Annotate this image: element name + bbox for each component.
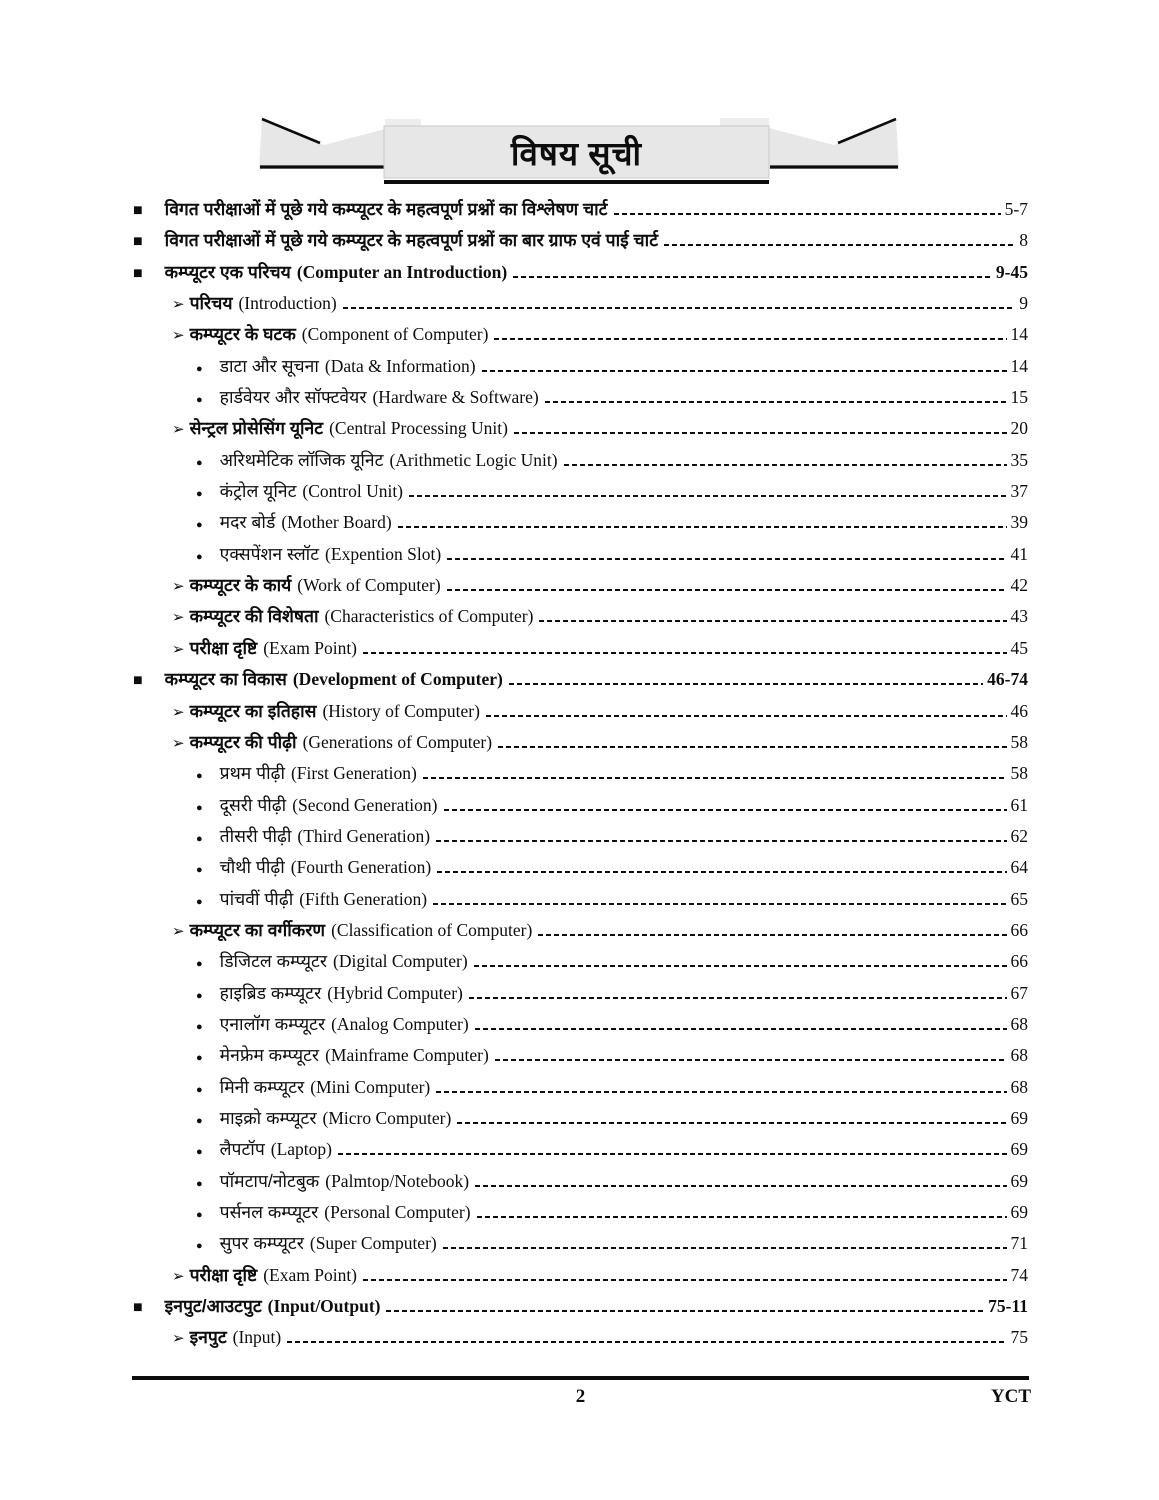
arrow-bullet-icon: ➢ xyxy=(172,609,185,627)
toc-entry-title-english: (First Generation) xyxy=(290,763,417,784)
dot-bullet-icon: ● xyxy=(196,1052,203,1065)
square-bullet-icon: ■ xyxy=(133,202,143,219)
toc-entry-page-number: 45 xyxy=(1010,637,1028,658)
toc-entry-title-hindi: इनपुट/आउटपुट xyxy=(164,1296,262,1317)
toc-entry-title-english: (Super Computer) xyxy=(309,1233,437,1254)
toc-entry-title-english: (Mini Computer) xyxy=(310,1076,431,1097)
dot-leader xyxy=(423,777,1007,779)
toc-entry-title-hindi: लैपटॉप xyxy=(219,1139,265,1160)
toc-entry-page-number: 58 xyxy=(1010,731,1028,752)
toc-row xyxy=(133,260,1028,291)
toc-row xyxy=(133,322,1028,353)
toc-entry-page-number: 8 xyxy=(1019,230,1028,251)
dot-leader xyxy=(494,338,1006,340)
toc-row xyxy=(133,354,1028,385)
toc-list xyxy=(133,197,1028,1357)
toc-row xyxy=(133,887,1028,918)
dot-bullet-icon: ● xyxy=(196,1209,203,1221)
toc-entry-title-english: (Third Generation) xyxy=(297,825,431,846)
dot-leader xyxy=(614,213,1001,215)
dot-bullet-icon: ● xyxy=(196,1083,203,1096)
toc-entry-page-number: 15 xyxy=(1010,387,1028,408)
toc-entry-title-english: (Introduction) xyxy=(238,293,337,314)
toc-entry-page-number: 74 xyxy=(1010,1264,1028,1285)
square-bullet-icon: ■ xyxy=(133,1299,143,1317)
toc-row xyxy=(133,197,1028,228)
dot-leader xyxy=(436,840,1006,842)
dot-bullet-icon: ● xyxy=(196,1020,203,1033)
toc-entry-title-english: (Fifth Generation) xyxy=(299,888,428,909)
footer-brand: YCT xyxy=(990,1386,1031,1407)
dot-leader xyxy=(363,652,1006,654)
toc-row xyxy=(133,416,1028,447)
dot-leader xyxy=(495,1059,1007,1061)
arrow-bullet-icon: ➢ xyxy=(172,922,185,940)
toc-entry-page-number: 62 xyxy=(1010,825,1028,846)
toc-entry-page-number: 64 xyxy=(1010,857,1028,878)
arrow-bullet-icon: ➢ xyxy=(172,1330,185,1348)
toc-entry-page-number: 9-45 xyxy=(995,261,1028,282)
dot-bullet-icon: ● xyxy=(196,895,203,908)
dot-leader xyxy=(409,495,1006,497)
toc-entry-title-hindi: कम्प्यूटर की पीढ़ी xyxy=(189,731,297,752)
toc-row xyxy=(133,1200,1028,1231)
toc-entry-title-english: (Digital Computer) xyxy=(333,951,468,972)
toc-row xyxy=(133,1012,1028,1043)
toc-entry-title-hindi: पॉमटाप/नोटबुक xyxy=(219,1170,320,1191)
toc-row xyxy=(133,667,1028,698)
toc-entry-page-number: 71 xyxy=(1010,1233,1028,1254)
dot-leader xyxy=(475,1185,1006,1187)
toc-entry-title-hindi: विगत परीक्षाओं में पूछे गये कम्प्यूटर के महत्वपूर्ण प्रश्नों का विश्लेषण चार्ट xyxy=(164,199,608,219)
toc-entry-title-hindi: मदर बोर्ड xyxy=(219,512,276,533)
dot-bullet-icon: ● xyxy=(196,1146,203,1159)
dot-bullet-icon: ● xyxy=(196,958,203,971)
dot-leader xyxy=(469,997,1007,999)
toc-row xyxy=(133,981,1028,1012)
dot-leader xyxy=(482,370,1007,372)
toc-entry-title-english: (Laptop) xyxy=(270,1139,332,1160)
toc-entry-title-hindi: माइक्रो कम्प्यूटर xyxy=(219,1107,317,1128)
dot-leader xyxy=(538,934,1006,936)
toc-entry-page-number: 46-74 xyxy=(987,669,1028,690)
toc-entry-title-english: (Characteristics of Computer) xyxy=(324,606,534,627)
toc-row xyxy=(133,1106,1028,1137)
dot-leader xyxy=(486,715,1007,717)
toc-row xyxy=(133,793,1028,824)
toc-entry-title-hindi: मिनी कम्प्यूटर xyxy=(219,1076,305,1097)
dot-bullet-icon: ● xyxy=(196,488,203,501)
dot-leader xyxy=(398,526,1007,528)
toc-row xyxy=(133,479,1028,510)
toc-row xyxy=(133,573,1028,604)
toc-row xyxy=(133,949,1028,980)
toc-entry-title-hindi: पांचवीं पीढ़ी xyxy=(219,888,294,909)
toc-entry-title-english: (Generations of Computer) xyxy=(302,731,493,752)
toc-entry-title-english: (History of Computer) xyxy=(322,700,480,721)
dot-leader xyxy=(338,1153,1007,1155)
dot-leader xyxy=(444,809,1007,811)
dot-leader xyxy=(539,620,1006,622)
toc-row xyxy=(133,636,1028,667)
toc-entry-title-english: (Expention Slot) xyxy=(325,543,442,564)
toc-entry-title-english: (Central Processing Unit) xyxy=(329,418,508,439)
toc-entry-page-number: 46 xyxy=(1010,700,1028,721)
toc-entry-page-number: 66 xyxy=(1010,919,1028,940)
toc-row xyxy=(133,385,1028,416)
square-bullet-icon: ■ xyxy=(133,672,143,690)
toc-entry-title-hindi: सेन्ट्रल प्रोसेसिंग यूनिट xyxy=(189,418,324,439)
toc-entry-page-number: 39 xyxy=(1010,512,1028,533)
page-title: विषय सूची xyxy=(510,136,643,173)
toc-row xyxy=(133,1169,1028,1200)
dot-bullet-icon: ● xyxy=(196,456,203,469)
toc-entry-page-number: 68 xyxy=(1010,1013,1028,1034)
dot-bullet-icon: ● xyxy=(196,989,203,1002)
toc-entry-title-english: (Computer an Introduction) xyxy=(296,261,508,282)
toc-entry-title-hindi: कम्प्यूटर एक परिचय xyxy=(164,261,291,282)
toc-entry-title-english: (Mainframe Computer) xyxy=(325,1045,489,1066)
arrow-bullet-icon: ➢ xyxy=(172,296,185,314)
dot-leader xyxy=(545,401,1007,403)
toc-entry-title-hindi: परीक्षा दृष्टि xyxy=(189,637,258,658)
toc-entry-title-hindi: पर्सनल कम्प्यूटर xyxy=(219,1202,319,1222)
toc-entry-title-english: (Arithmetic Logic Unit) xyxy=(389,449,558,470)
toc-entry-title-hindi: चौथी पीढ़ी xyxy=(219,857,285,878)
toc-entry-title-english: (Hardware & Software) xyxy=(372,387,539,408)
dot-bullet-icon: ● xyxy=(196,770,203,783)
toc-entry-page-number: 69 xyxy=(1010,1107,1028,1128)
toc-entry-title-hindi: कम्प्यूटर के कार्य xyxy=(189,575,292,596)
toc-entry-page-number: 69 xyxy=(1010,1202,1028,1222)
toc-entry-page-number: 58 xyxy=(1010,763,1028,784)
toc-entry-page-number: 35 xyxy=(1010,449,1028,470)
toc-entry-title-hindi: इनपुट xyxy=(189,1327,227,1348)
dot-bullet-icon: ● xyxy=(196,362,203,375)
toc-entry-title-hindi: प्रथम पीढ़ी xyxy=(219,763,285,784)
footer-page-number: 2 xyxy=(575,1386,586,1407)
toc-entry-title-hindi: विगत परीक्षाओं में पूछे गये कम्प्यूटर के महत्वपूर्ण प्रश्नों का बार ग्राफ एवं पाई चार्ट xyxy=(164,230,659,251)
dot-leader xyxy=(513,276,992,278)
toc-entry-page-number: 9 xyxy=(1019,293,1028,314)
dot-leader xyxy=(447,558,1006,560)
toc-entry-title-hindi: एक्सपेंशन स्लॉट xyxy=(219,543,320,564)
dot-leader xyxy=(437,871,1006,873)
dot-bullet-icon: ● xyxy=(196,519,203,532)
toc-row xyxy=(133,855,1028,886)
toc-entry-title-english: (Mother Board) xyxy=(281,512,392,533)
toc-entry-title-hindi: कम्प्यूटर का इतिहास xyxy=(189,700,317,721)
toc-entry-page-number: 37 xyxy=(1010,481,1028,502)
toc-entry-title-hindi: कम्प्यूटर की विशेषता xyxy=(189,606,319,627)
dot-leader xyxy=(363,1279,1006,1281)
toc-row xyxy=(133,228,1028,259)
dot-leader xyxy=(457,1122,1006,1124)
arrow-bullet-icon: ➢ xyxy=(172,578,185,596)
dot-bullet-icon: ● xyxy=(196,394,203,407)
toc-entry-title-english: (Micro Computer) xyxy=(322,1107,452,1128)
footer-divider xyxy=(132,1376,1029,1380)
toc-row xyxy=(133,1294,1028,1325)
dot-leader xyxy=(477,1216,1007,1218)
toc-row xyxy=(133,918,1028,949)
toc-entry-title-english: (Classification of Computer) xyxy=(331,919,533,940)
toc-row xyxy=(133,448,1028,479)
dot-leader xyxy=(443,1247,1007,1249)
arrow-bullet-icon: ➢ xyxy=(172,1267,185,1285)
toc-row xyxy=(133,604,1028,635)
toc-entry-page-number: 42 xyxy=(1010,575,1028,596)
square-bullet-icon: ■ xyxy=(133,233,143,251)
dot-leader xyxy=(287,1341,1006,1343)
toc-entry-page-number: 61 xyxy=(1010,794,1028,815)
toc-row xyxy=(133,824,1028,855)
dot-bullet-icon: ● xyxy=(196,1240,203,1253)
dot-bullet-icon: ● xyxy=(196,801,203,814)
toc-entry-title-hindi: डिजिटल कम्प्यूटर xyxy=(219,951,328,972)
toc-row xyxy=(133,510,1028,541)
toc-entry-page-number: 75 xyxy=(1010,1327,1028,1348)
dot-leader xyxy=(509,683,983,685)
toc-entry-page-number: 14 xyxy=(1010,324,1028,345)
toc-entry-title-english: (Exam Point) xyxy=(263,1264,358,1285)
toc-entry-title-english: (Second Generation) xyxy=(292,794,438,815)
toc-row xyxy=(133,1325,1028,1356)
dot-leader xyxy=(475,1028,1007,1030)
dot-leader xyxy=(433,903,1006,905)
dot-leader xyxy=(343,307,1016,309)
toc-row xyxy=(133,1231,1028,1262)
dot-leader xyxy=(436,1091,1006,1093)
toc-entry-page-number: 67 xyxy=(1010,982,1028,1003)
toc-entry-page-number: 69 xyxy=(1010,1170,1028,1191)
toc-entry-title-english: (Exam Point) xyxy=(263,637,358,658)
square-bullet-icon: ■ xyxy=(133,264,143,282)
arrow-bullet-icon: ➢ xyxy=(172,734,185,752)
toc-entry-page-number: 75-11 xyxy=(988,1296,1028,1317)
toc-entry-title-hindi: परिचय xyxy=(189,293,233,314)
dot-bullet-icon: ● xyxy=(196,864,203,877)
toc-entry-title-hindi: कंट्रोल यूनिट xyxy=(219,481,297,502)
toc-entry-page-number: 69 xyxy=(1010,1139,1028,1160)
toc-entry-title-hindi: एनालॉग कम्प्यूटर xyxy=(219,1013,326,1034)
dot-bullet-icon: ● xyxy=(196,1177,203,1190)
toc-entry-title-english: (Component of Computer) xyxy=(301,324,489,345)
dot-leader xyxy=(564,464,1007,466)
dot-leader xyxy=(474,965,1007,967)
arrow-bullet-icon: ➢ xyxy=(172,640,185,658)
toc-entry-title-hindi: कम्प्यूटर का विकास xyxy=(164,669,287,690)
toc-entry-title-english: (Analog Computer) xyxy=(331,1013,469,1034)
toc-entry-page-number: 14 xyxy=(1010,355,1028,376)
toc-row xyxy=(133,542,1028,573)
toc-entry-title-hindi: दूसरी पीढ़ी xyxy=(219,794,287,815)
toc-entry-title-english: (Personal Computer) xyxy=(324,1202,471,1222)
toc-entry-title-english: (Work of Computer) xyxy=(297,575,441,596)
toc-entry-title-english: (Data & Information) xyxy=(324,355,476,376)
toc-entry-page-number: 68 xyxy=(1010,1076,1028,1097)
toc-entry-page-number: 41 xyxy=(1010,543,1028,564)
toc-row xyxy=(133,1043,1028,1074)
toc-entry-title-hindi: सुपर कम्प्यूटर xyxy=(219,1233,304,1254)
toc-entry-title-english: (Palmtop/Notebook) xyxy=(325,1170,470,1191)
title-banner xyxy=(254,114,904,192)
toc-entry-title-english: (Fourth Generation) xyxy=(290,857,432,878)
toc-entry-title-hindi: हाइब्रिड कम्प्यूटर xyxy=(219,982,322,1003)
dot-leader xyxy=(447,589,1007,591)
dot-bullet-icon: ● xyxy=(196,832,203,845)
dot-leader xyxy=(664,244,1015,246)
toc-entry-title-hindi: डाटा और सूचना xyxy=(219,355,319,376)
toc-entry-title-english: (Input/Output) xyxy=(267,1296,381,1317)
toc-entry-title-english: (Hybrid Computer) xyxy=(327,982,463,1003)
dot-bullet-icon: ● xyxy=(196,550,203,563)
toc-row xyxy=(133,291,1028,322)
toc-entry-title-english: (Control Unit) xyxy=(302,481,404,502)
arrow-bullet-icon: ➢ xyxy=(172,703,185,721)
arrow-bullet-icon: ➢ xyxy=(172,421,185,439)
toc-entry-page-number: 65 xyxy=(1010,888,1028,909)
toc-entry-title-hindi: हार्डवेयर और सॉफ्टवेयर xyxy=(219,387,367,408)
toc-row xyxy=(133,761,1028,792)
toc-entry-page-number: 43 xyxy=(1010,606,1028,627)
toc-row xyxy=(133,730,1028,761)
toc-entry-title-hindi: अरिथमेटिक लॉजिक यूनिट xyxy=(219,449,384,470)
toc-entry-page-number: 5-7 xyxy=(1004,199,1028,219)
dot-bullet-icon: ● xyxy=(196,1114,203,1127)
toc-entry-title-hindi: कम्प्यूटर का वर्गीकरण xyxy=(189,919,326,940)
toc-row xyxy=(133,1263,1028,1294)
toc-entry-title-hindi: मेनफ्रेम कम्प्यूटर xyxy=(219,1045,320,1066)
toc-entry-title-hindi: कम्प्यूटर के घटक xyxy=(189,324,296,345)
toc-row xyxy=(133,1137,1028,1168)
toc-entry-title-english: (Development of Computer) xyxy=(292,669,503,690)
toc-row xyxy=(133,1075,1028,1106)
toc-entry-page-number: 66 xyxy=(1010,951,1028,972)
toc-entry-page-number: 68 xyxy=(1010,1045,1028,1066)
toc-entry-title-hindi: तीसरी पीढ़ी xyxy=(219,825,292,846)
toc-entry-title-english: (Input) xyxy=(232,1327,282,1348)
toc-row xyxy=(133,699,1028,730)
toc-entry-title-hindi: परीक्षा दृष्टि xyxy=(189,1264,258,1285)
arrow-bullet-icon: ➢ xyxy=(172,327,185,345)
dot-leader xyxy=(386,1310,984,1312)
toc-entry-page-number: 20 xyxy=(1010,418,1028,439)
dot-leader xyxy=(514,432,1007,434)
dot-leader xyxy=(498,746,1006,748)
